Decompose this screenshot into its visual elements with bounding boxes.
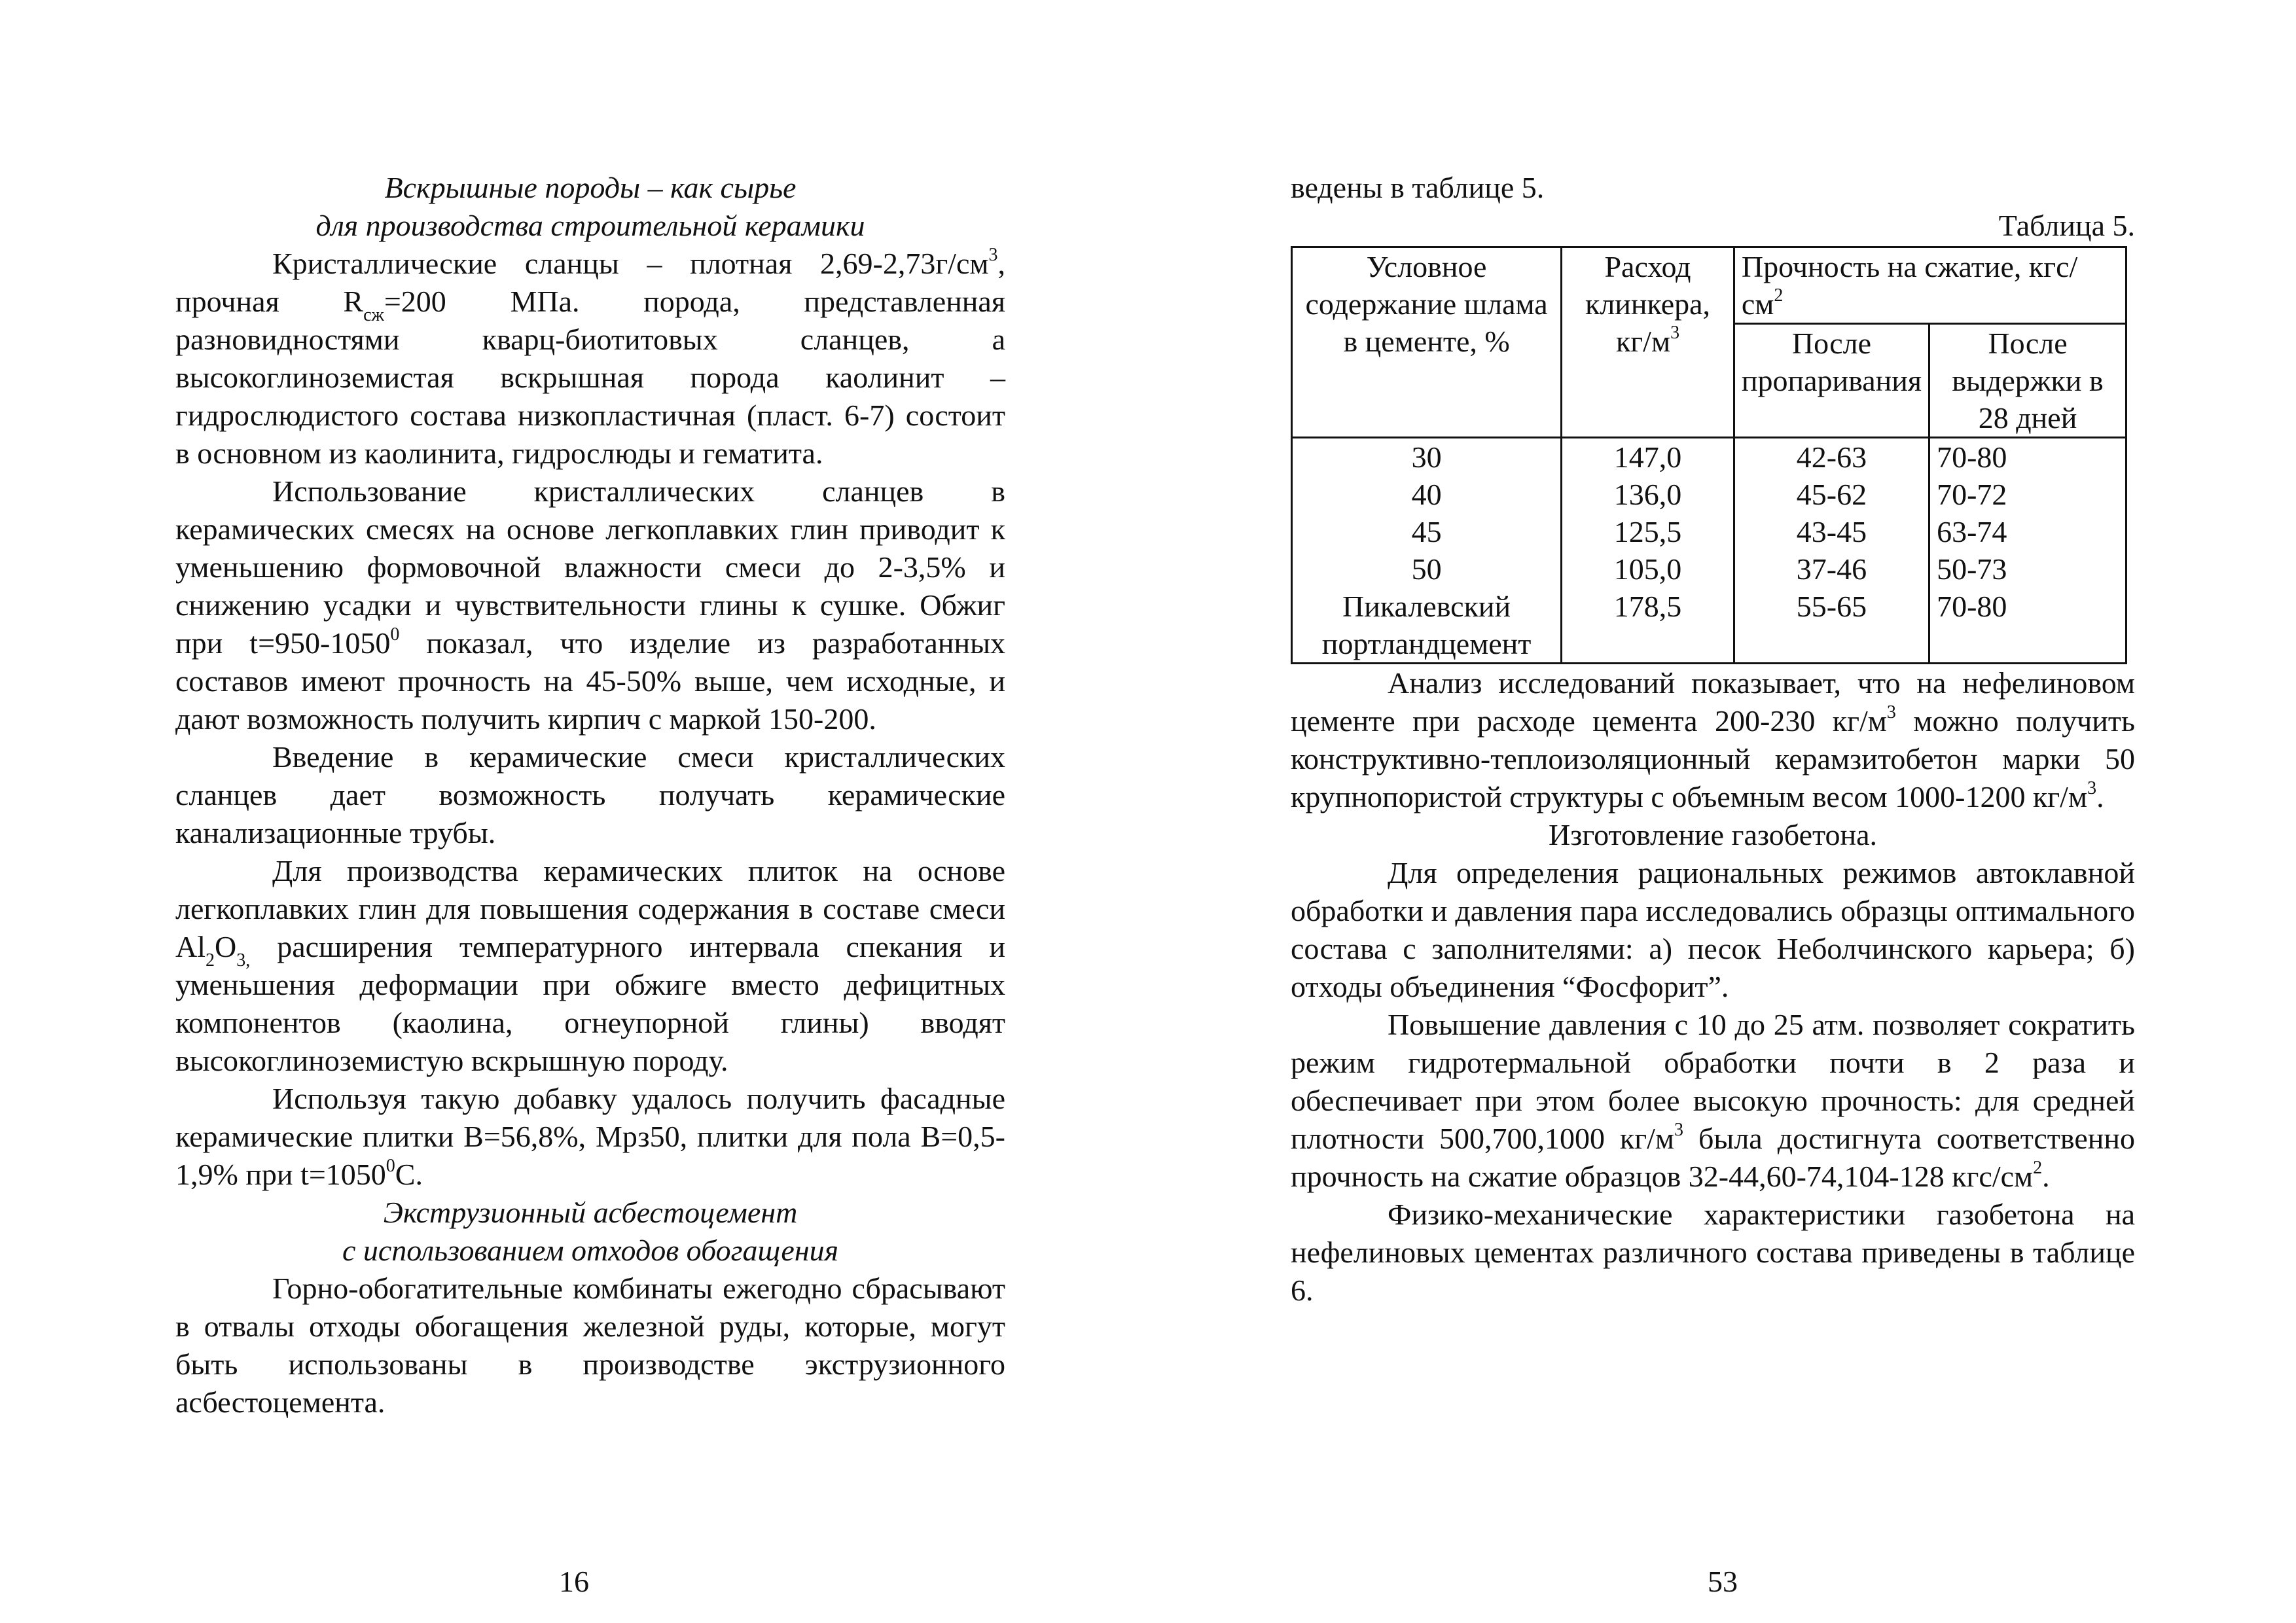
cell-steam: 43-45 [1734, 513, 1929, 550]
table-5 [1291, 246, 2127, 664]
subscript: 2 [206, 950, 215, 971]
table-row [1292, 550, 2126, 588]
table-caption: Таблица 5. [1998, 209, 2135, 242]
cell-content: 50 [1292, 550, 1562, 588]
table-row [1292, 588, 2126, 664]
cell-steam: 37-46 [1734, 550, 1929, 588]
cell-content: 40 [1292, 476, 1562, 513]
cell-clinker: 136,0 [1562, 476, 1734, 513]
cell-28-days: 50-73 [1929, 550, 2126, 588]
paragraph-use-of-schists [175, 473, 1005, 738]
superscript: 3 [2087, 777, 2097, 798]
text-run: O [215, 930, 237, 963]
header-sludge-content: Условное содержание шлама в цементе, % [1292, 247, 1562, 438]
section-title-line-2: для производства строительной керамики [315, 209, 865, 242]
page-number-left: 16 [559, 1565, 589, 1598]
cell-clinker: 178,5 [1562, 588, 1734, 664]
cell-clinker: 105,0 [1562, 550, 1734, 588]
superscript: 2 [1774, 285, 1784, 306]
right-page [1148, 0, 2296, 1623]
paragraph-pressure-increase [1291, 1006, 2135, 1196]
subscript: 3, [236, 950, 251, 971]
paragraph-continuation: ведены в таблице 5. [1291, 171, 1545, 204]
paragraph-sewer-pipes: Введение в керамические смеси кристаллических сланцев дает возможность получать керамические канализационные трубы. [175, 740, 1005, 849]
superscript: 0 [390, 624, 400, 645]
section-title-asbestos-cement [175, 1194, 1005, 1270]
text-run: Кристаллические сланцы – плотная 2,69-2,73г/см [272, 247, 989, 280]
superscript: 2 [2033, 1157, 2043, 1178]
superscript: 0 [386, 1155, 395, 1176]
text-run: Повышение давления с 10 до 25 атм. позволяет сократить режим гидротермальной обработки почти в 2 раза и обеспечивает при этом более высокую прочность: для средней плотности 500,700,1000 кг/м [1291, 1008, 2135, 1155]
superscript: 3 [988, 244, 998, 265]
cell-steam: 42-63 [1734, 438, 1929, 476]
cell-content: 30 [1292, 438, 1562, 476]
section-title-line-2: с использованием отходов обогащения [342, 1234, 839, 1267]
left-text-column [175, 169, 1005, 1421]
cell-content: 45 [1292, 513, 1562, 550]
text-run: Для производства керамических плиток на основе легкоплавких глин для повышения содержания в составе смеси Al [175, 854, 1005, 963]
cell-clinker: 147,0 [1562, 438, 1734, 476]
header-text: Прочность на сжатие, кгс/см [1741, 250, 2078, 321]
text-run: . [2096, 780, 2104, 813]
text-run: С. [395, 1158, 423, 1191]
cell-28-days: 70-80 [1929, 438, 2126, 476]
cell-28-days: 63-74 [1929, 513, 2126, 550]
cell-steam: 55-65 [1734, 588, 1929, 664]
superscript: 3 [1886, 702, 1896, 722]
text-run: , прочная R [175, 247, 1005, 318]
text-run: Используя такую добавку удалось получить фасадные керамические плитки В=56,8%, Мрз50, плитки для пола В=0,5-1,9% при t=1050 [175, 1082, 1005, 1191]
superscript: 3 [1674, 1119, 1684, 1140]
text-run: Использование кристаллических сланцев в керамических смесях на основе легкоплавких глин приводит к уменьшению формовочной влажности смеси до 2-3,5% и снижению усадки и чувствительности глины к сушке. Обжиг при t=950-1050 [175, 474, 1005, 660]
cell-28-days: 70-80 [1929, 588, 2126, 664]
text-run: . [2042, 1160, 2050, 1193]
header-text: Расход клинкера, кг/м [1585, 250, 1711, 358]
cell-clinker: 125,5 [1562, 513, 1734, 550]
text-run: была достигнута соответственно прочность на сжатие образцов 32-44,60-74,104-128 кгс/см [1291, 1122, 2135, 1193]
header-compressive-strength [1734, 247, 2126, 324]
cell-28-days: 70-72 [1929, 476, 2126, 513]
superscript: 3 [1670, 322, 1680, 343]
paragraph-mining-plants: Горно-обогатительные комбинаты ежегодно сбрасывают в отвалы отходы обогащения железной руды, которые, могут быть использованы в производстве экструзионного асбестоцемента. [175, 1272, 1005, 1419]
paragraph-physical-characteristics: Физико-механические характеристики газобетона на нефелиновых цементах различного состава приведены в таблице 6. [1291, 1198, 2135, 1307]
cell-steam: 45-62 [1734, 476, 1929, 513]
section-title-line-1: Экструзионный асбестоцемент [383, 1196, 798, 1229]
section-title-line-1: Вскрышные породы – как сырье [384, 171, 797, 204]
paragraph-analysis [1291, 664, 2135, 816]
text-run: Анализ исследований показывает, что на нефелиновом цементе при расходе цемента 200-230 кг/м [1291, 666, 2135, 738]
text-run: расширения температурного интервала спекания и уменьшения деформации при обжиге вместо дефицитных компонентов (каолина, огнеупорной глины) вводят высокоглиноземистую вскрышную породу. [175, 930, 1005, 1077]
paragraph-crystalline-schists [175, 245, 1005, 473]
table-row [1292, 476, 2126, 513]
header-after-steaming: После пропаривания [1734, 324, 1929, 438]
table-row [1292, 438, 2126, 476]
paragraph-ceramic-tiles [175, 852, 1005, 1080]
cell-content: Пикалевский портландцемент [1292, 588, 1562, 664]
page-number-right: 53 [1708, 1565, 1738, 1598]
heading-aerated-concrete: Изготовление газобетона. [1548, 818, 1878, 851]
paragraph-facade-tiles [175, 1080, 1005, 1194]
paragraph-autoclave: Для определения рациональных режимов автоклавной обработки и давления пара исследовались образцы оптимального состава с заполнителями: а) песок Неболчинского карьера; б) отходы объединения “Фосфорит”. [1291, 856, 2135, 1003]
subscript: сж [363, 305, 384, 326]
text-run: =200 МПа. порода, представленная разновидностями кварц-биотитовых сланцев, а высокоглиноземистая вскрышная порода каолинит – гидрослюдистого состава низкопластичная (пласт. 6-7) состоит в основном из каолинита, гидрослюды и гематита. [175, 285, 1005, 470]
table-row [1292, 513, 2126, 550]
header-clinker-consumption [1562, 247, 1734, 438]
header-after-28-days: После выдержки в 28 дней [1929, 324, 2126, 438]
text-run: показал, что изделие из разработанных составов имеют прочность на 45-50% выше, чем исходные, и дают возможность получить кирпич с маркой 150-200. [175, 626, 1005, 736]
right-text-column [1291, 169, 2135, 1310]
section-title-overburden [175, 169, 1005, 245]
text-run: можно получить конструктивно-теплоизоляционный керамзитобетон марки 50 крупнопористой структуры с объемным весом 1000-1200 кг/м [1291, 704, 2135, 813]
